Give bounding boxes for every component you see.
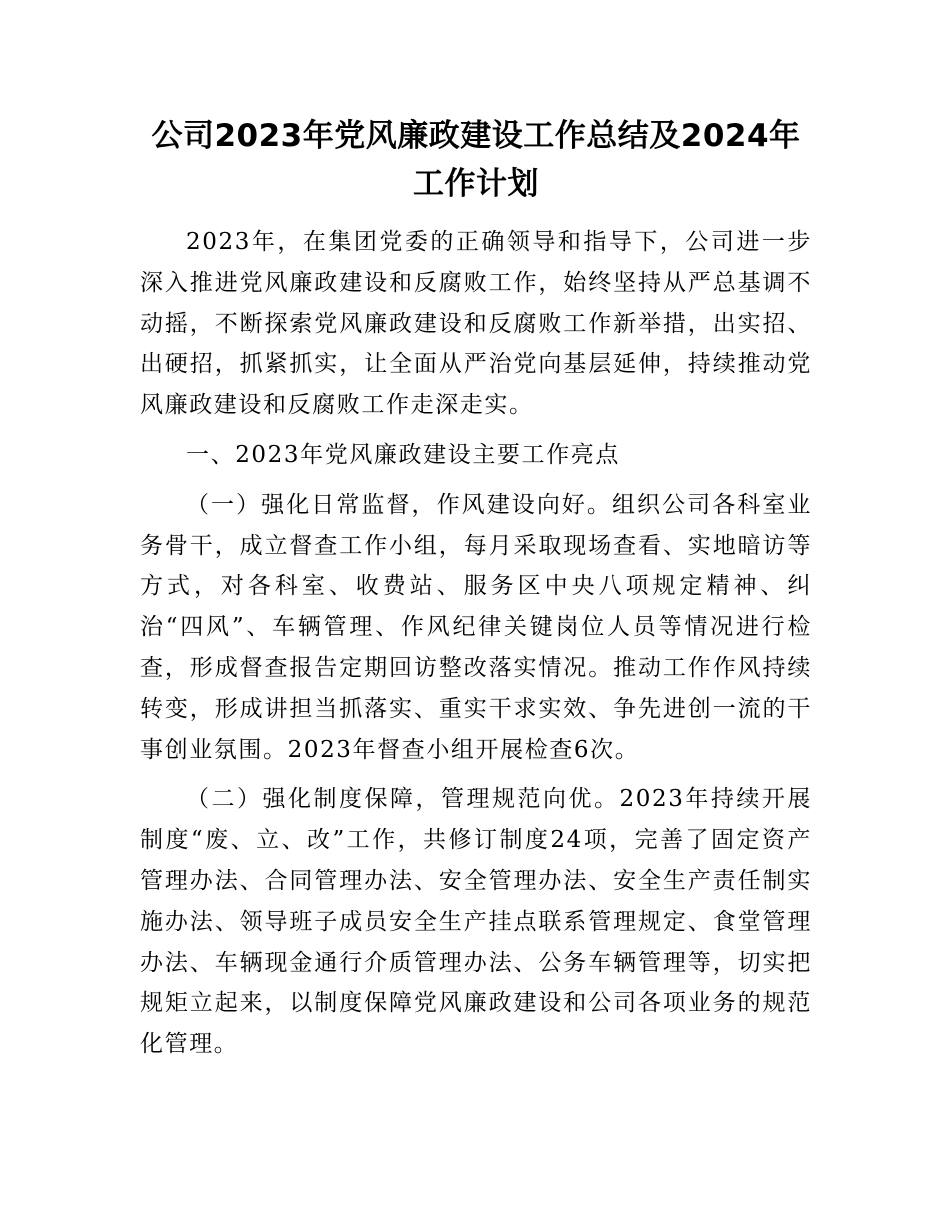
- section-heading: 一、2023年党风廉政建设主要工作亮点: [186, 441, 620, 468]
- paragraph-supervision: （一）强化日常监督，作风建设向好。组织公司各科室业务骨干，成立督查工作小组，每月采取现场查看、实地暗访等方式，对各科室、收费站、服务区中央八项规定精神、纠治“四风”、车辆管理、作风纪律关键岗位人员等情况进行检查，形成督查报告定期回访整改落实情况。推动工作作风持续转变，形成讲担当抓落实、重实干求实效、争先进创一流的干事创业氛围。2023年督查小组开展检查6次。: [140, 491, 812, 763]
- document-page: [140, 0, 812, 1065]
- intro-paragraph: 2023年，在集团党委的正确领导和指导下，公司进一步深入推进党风廉政建设和反腐败工作，始终坚持从严总基调不动摇，不断探索党风廉政建设和反腐败工作新举措，出实招、出硬招，抓紧抓实，让全面从严治党向基层延伸，持续推动党风廉政建设和反腐败工作走深走实。: [140, 229, 812, 419]
- document-title: [140, 112, 812, 208]
- document-body: [140, 222, 812, 1065]
- title-line-1: 公司2023年党风廉政建设工作总结及2024年: [151, 118, 801, 154]
- paragraph-system-guarantee: （二）强化制度保障，管理规范向优。2023年持续开展制度“废、立、改”工作，共修订制度24项，完善了固定资产管理办法、合同管理办法、安全管理办法、安全生产责任制实施办法、领导班子成员安全生产挂点联系管理规定、食堂管理办法、车辆现金通行介质管理办法、公务车辆管理等，切实把规矩立起来，以制度保障党风廉政建设和公司各项业务的规范化管理。: [140, 786, 812, 1058]
- title-line-2: 工作计划: [413, 166, 539, 202]
